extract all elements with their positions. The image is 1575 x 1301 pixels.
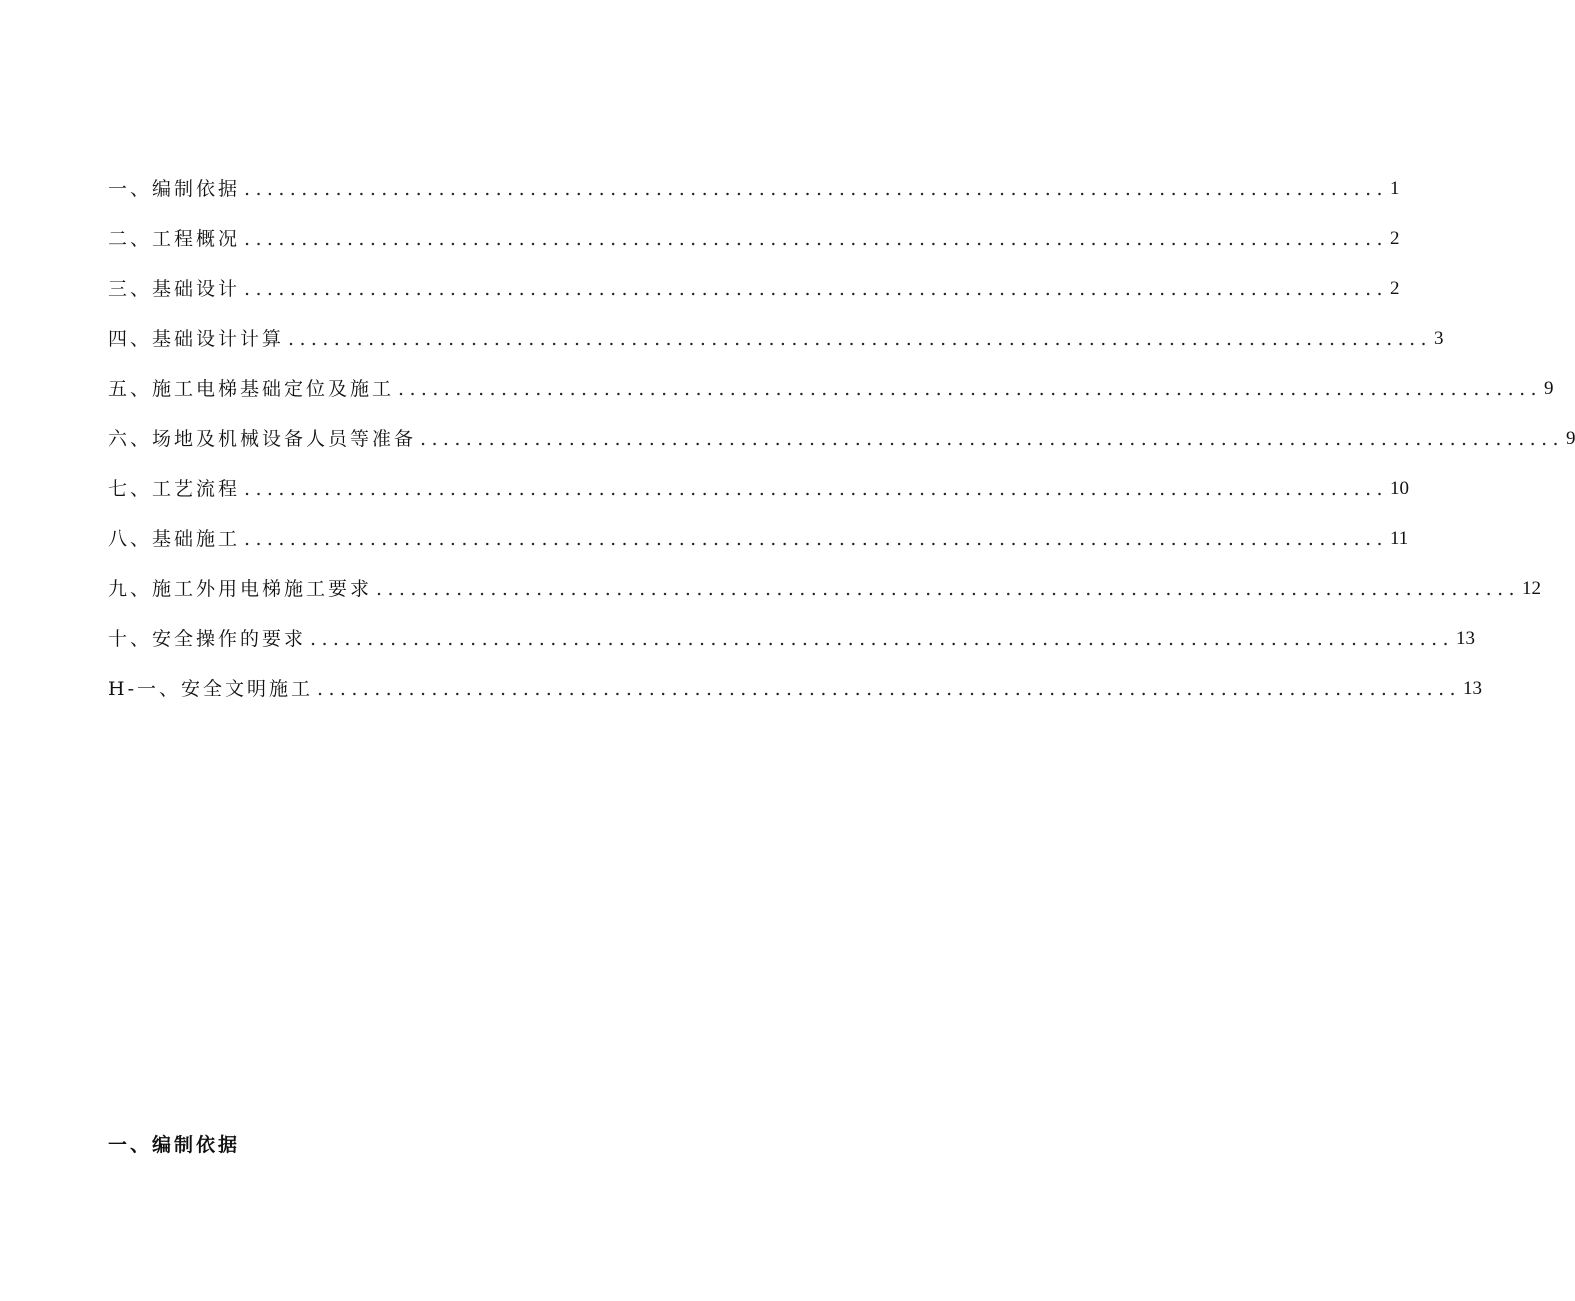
toc-leader-dots: .................................................................................................... bbox=[244, 178, 1388, 200]
toc-entry-page: 3 bbox=[1433, 328, 1444, 349]
toc-leader-dots: .................................................................................................... bbox=[398, 378, 1542, 400]
toc-entry[interactable] bbox=[108, 402, 1575, 452]
toc-entry-title: 七、工艺流程 bbox=[108, 478, 241, 500]
toc-entry[interactable] bbox=[108, 652, 1482, 702]
toc-leader-dots: .................................................................................................... bbox=[420, 428, 1564, 450]
toc-entry-page: 2 bbox=[1389, 278, 1400, 299]
toc-entry[interactable] bbox=[108, 452, 1409, 502]
toc-entry-title: 一、编制依据 bbox=[108, 178, 241, 200]
toc-entry-title: 九、施工外用电梯施工要求 bbox=[108, 578, 373, 600]
toc-entry-page: 13 bbox=[1455, 628, 1475, 649]
toc-entry-page: 9 bbox=[1565, 428, 1575, 449]
toc-entry[interactable] bbox=[108, 302, 1444, 352]
toc-entry[interactable] bbox=[108, 352, 1554, 402]
toc-entry-title: 八、基础施工 bbox=[108, 528, 241, 550]
toc-entry[interactable] bbox=[108, 602, 1475, 652]
toc-entry-page: 12 bbox=[1521, 578, 1541, 599]
toc-leader-dots: .................................................................................................... bbox=[244, 278, 1388, 300]
toc-leader-dots: .................................................................................................... bbox=[376, 578, 1520, 600]
toc-leader-dots: .................................................................................................... bbox=[244, 228, 1388, 250]
toc-entry-page: 2 bbox=[1389, 228, 1400, 249]
toc-entry-title: 三、基础设计 bbox=[108, 278, 241, 300]
section-heading: 一、编制依据 bbox=[108, 1134, 241, 1156]
toc-entry-page: 9 bbox=[1543, 378, 1554, 399]
toc-entry-title: 五、施工电梯基础定位及施工 bbox=[108, 378, 395, 400]
toc-entry-page: 1 bbox=[1389, 178, 1400, 199]
toc-entry-page: 13 bbox=[1462, 678, 1482, 699]
toc-leader-dots: .................................................................................................... bbox=[244, 478, 1388, 500]
toc-entry[interactable] bbox=[108, 152, 1400, 202]
toc-entry-title: 六、场地及机械设备人员等准备 bbox=[108, 428, 417, 450]
toc-entry-title: 二、工程概况 bbox=[108, 228, 241, 250]
toc-entry-title: 十、安全操作的要求 bbox=[108, 628, 307, 650]
toc-entry-title: 四、基础设计计算 bbox=[108, 328, 285, 350]
toc-leader-dots: .................................................................................................... bbox=[288, 328, 1432, 350]
toc-entry-title: H-一、安全文明施工 bbox=[108, 678, 313, 700]
toc-entry[interactable] bbox=[108, 552, 1541, 602]
toc-leader-dots: .................................................................................................... bbox=[317, 678, 1461, 700]
toc-entry[interactable] bbox=[108, 502, 1409, 552]
toc-entry[interactable] bbox=[108, 202, 1400, 252]
toc-entry[interactable] bbox=[108, 252, 1400, 302]
table-of-contents bbox=[108, 152, 1575, 702]
toc-entry-page: 11 bbox=[1389, 528, 1409, 549]
toc-entry-page: 10 bbox=[1389, 478, 1409, 499]
toc-leader-dots: .................................................................................................... bbox=[244, 528, 1388, 550]
toc-leader-dots: .................................................................................................... bbox=[310, 628, 1454, 650]
